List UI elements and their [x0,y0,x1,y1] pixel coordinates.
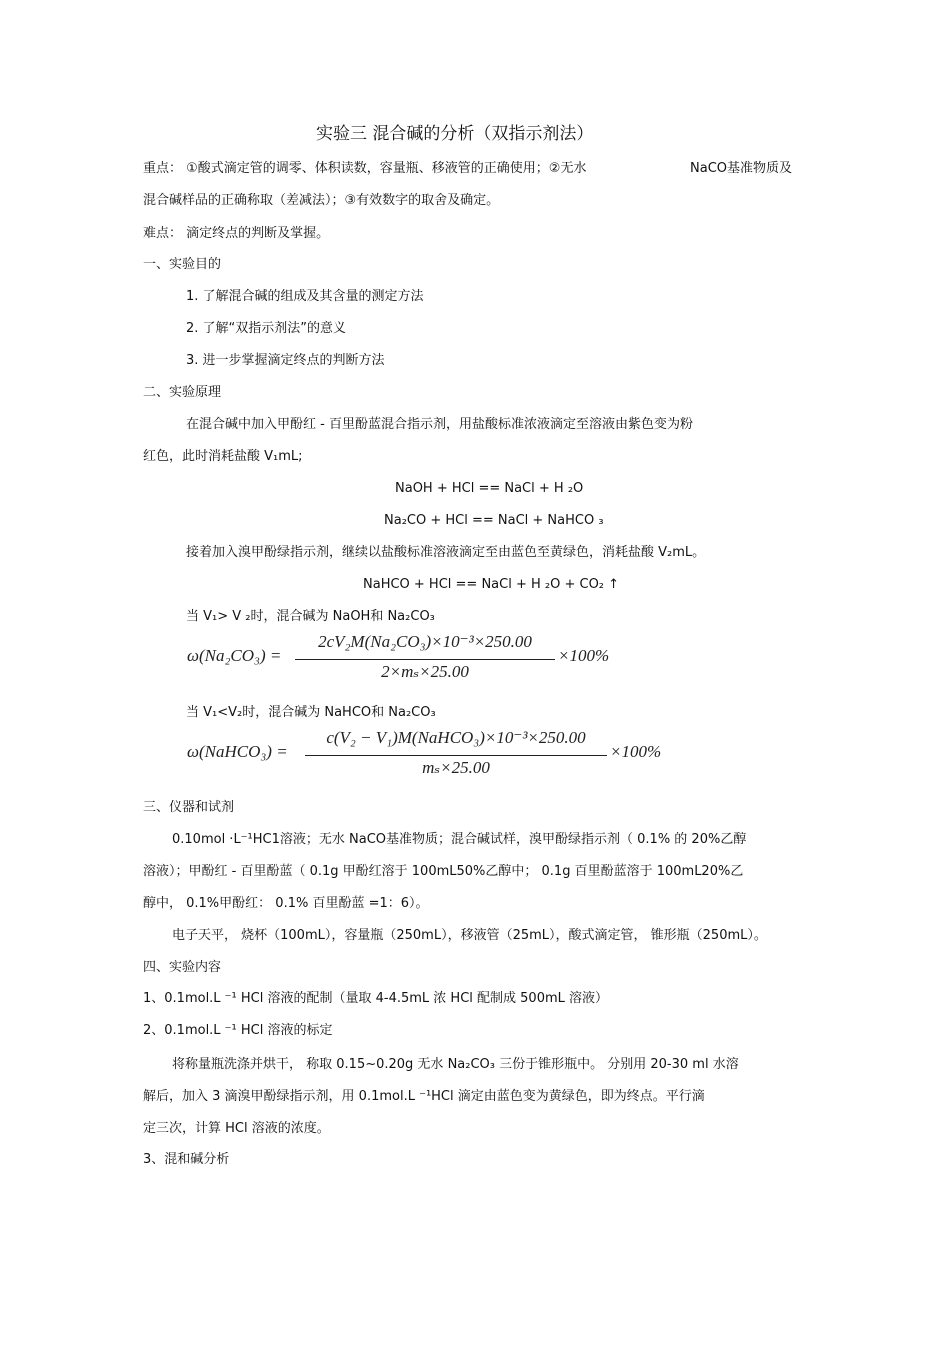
section-4-heading: 四、实验内容 [143,960,222,975]
formula-1-denominator: 2×mₛ×25.00 [381,662,469,681]
principle-paragraph-2: 接着加入溴甲酚绿指示剂，继续以盐酸标准溶液滴定至由蓝色至黄绿色，消耗盐酸 V₂mL。 [186,545,706,560]
formula-2-lhs: ω(NaHCO₃) = [187,742,288,761]
equation-3: NaHCO + HCl == NaCl + H ₂O + CO₂ ↑ [363,577,620,592]
key-points-line-1a: 重点： ①酸式滴定管的调零、体积读数，容量瓶、移液管的正确使用；②无水 [143,161,587,176]
key-points-line-2: 混合碱样品的正确称取（差减法）；③有效数字的取舍及确定。 [143,193,500,208]
calibration-paragraph-line-3: 定三次，计算 HCl 溶液的浓度。 [143,1121,330,1136]
formula-2-numerator: c(V₂ − V₁)M(NaHCO₃)×10⁻³×250.00 [326,728,586,747]
content-item-2: 2、0.1mol.L ⁻¹ HCl 溶液的标定 [143,1023,333,1038]
reagents-line-3: 醇中， 0.1%甲酚红： 0.1% 百里酚蓝 =1：6）。 [143,896,429,911]
formula-2-rhs: ×100% [610,742,662,761]
equation-1: NaOH + HCl == NaCl + H ₂O [395,481,584,496]
formula-1-numerator: 2cV₂M(Na₂CO₃)×10⁻³×250.00 [318,632,532,651]
page-title: 实验三 混合碱的分析（双指示剂法） [316,124,594,144]
reagents-line-2: 溶液）；甲酚红 - 百里酚蓝（ 0.1g 甲酚红溶于 100mL50%乙醇中； 0.1g 百里酚蓝溶于 100mL20%乙 [143,864,744,879]
principle-paragraph-line-2: 红色，此时消耗盐酸 V₁mL; [143,449,303,464]
section-2-heading: 二、实验原理 [143,385,222,400]
calibration-paragraph-line-1: 将称量瓶洗涤并烘干， 称取 0.15~0.20g 无水 Na₂CO₃ 三份于锥形瓶中。 分别用 20-30 ml 水溶 [172,1057,739,1072]
objective-item: 2. 了解“双指示剂法”的意义 [186,321,347,336]
instruments-line: 电子天平， 烧杯（100mL），容量瓶（250mL），移液管（25mL），酸式滴定管， 锥形瓶（250mL）。 [172,928,767,943]
objective-item: 1. 了解混合碱的组成及其含量的测定方法 [186,289,424,304]
formula-2-denominator: mₛ×25.00 [422,758,490,777]
content-item-1: 1、0.1mol.L ⁻¹ HCl 溶液的配制（量取 4-4.5mL 浓 HCl 配制成 500mL 溶液） [143,991,609,1006]
section-3-heading: 三、仪器和试剂 [143,800,235,815]
formula-1-rhs: ×100% [558,646,610,665]
case-2-line: 当 V₁<V₂时，混合碱为 NaHCO和 Na₂CO₃ [186,705,436,720]
key-points-line-1b: NaCO基准物质及 [690,161,793,176]
section-1-heading: 一、实验目的 [143,257,222,272]
reagents-line-1: 0.10mol ·L⁻¹HC1溶液；无水 NaCO基准物质；混合碱试样，溴甲酚绿指示剂（ 0.1% 的 20%乙醇 [172,832,747,847]
difficulty-line: 难点： 滴定终点的判断及掌握。 [143,226,330,241]
content-item-3: 3、混和碱分析 [143,1152,230,1167]
principle-paragraph-line-1: 在混合碱中加入甲酚红 - 百里酚蓝混合指示剂，用盐酸标准浓液滴定至溶液由紫色变为粉 [186,417,693,432]
equation-2: Na₂CO + HCl == NaCl + NaHCO ₃ [384,513,604,528]
case-1-line: 当 V₁> V ₂时，混合碱为 NaOH和 Na₂CO₃ [186,609,435,624]
calibration-paragraph-line-2: 解后，加入 3 滴溴甲酚绿指示剂，用 0.1mol.L ⁻¹HCl 滴定由蓝色变为黄绿色，即为终点。平行滴 [143,1089,705,1104]
objective-item: 3. 进一步掌握滴定终点的判断方法 [186,353,385,368]
formula-2-fraction-bar [305,755,607,756]
formula-1-lhs: ω(Na₂CO₃) = [187,646,282,665]
formula-1-fraction-bar [295,659,555,660]
